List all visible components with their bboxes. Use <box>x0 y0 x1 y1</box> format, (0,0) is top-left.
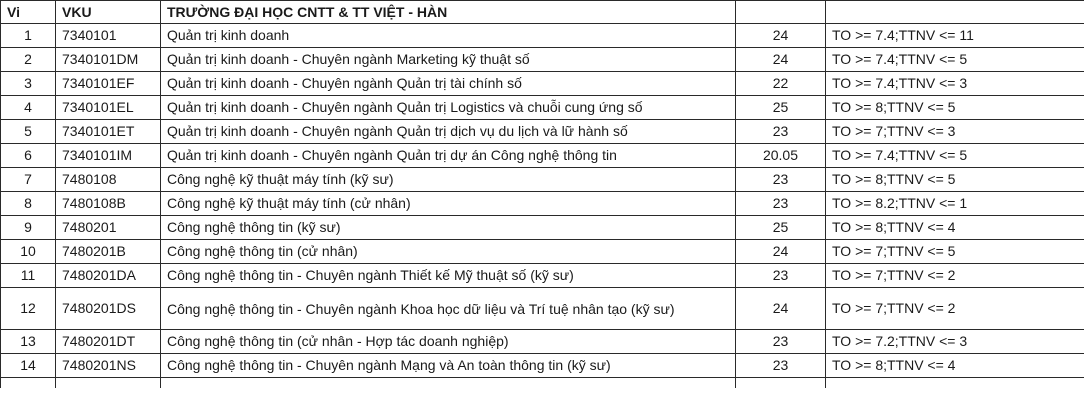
row-code: 7340101ET <box>56 120 161 144</box>
header-score <box>736 1 826 24</box>
row-score: 23 <box>736 168 826 192</box>
row-stt: 14 <box>1 354 56 378</box>
row-code: 7480108 <box>56 168 161 192</box>
row-score: 23 <box>736 264 826 288</box>
row-criteria: TO >= 7.2;TTNV <= 3 <box>826 330 1084 354</box>
row-stt: 12 <box>1 288 56 330</box>
row-major: Quản trị kinh doanh - Chuyên ngành Marketing kỹ thuật số <box>161 48 736 72</box>
row-code: 7480201 <box>56 216 161 240</box>
table-row <box>1 330 1084 354</box>
row-criteria: TO >= 8.2;TTNV <= 1 <box>826 192 1084 216</box>
row-score: 23 <box>736 120 826 144</box>
table-row <box>1 288 1084 330</box>
table-row <box>1 72 1084 96</box>
table-header-row <box>1 1 1084 24</box>
row-major: Quản trị kinh doanh - Chuyên ngành Quản trị Logistics và chuỗi cung ứng số <box>161 96 736 120</box>
row-major: Công nghệ thông tin (kỹ sư) <box>161 216 736 240</box>
row-stt: 6 <box>1 144 56 168</box>
row-criteria: TO >= 8;TTNV <= 4 <box>826 354 1084 378</box>
row-criteria: TO >= 7.4;TTNV <= 11 <box>826 24 1084 48</box>
header-school-name: TRƯỜNG ĐẠI HỌC CNTT & TT VIỆT - HÀN <box>161 1 736 24</box>
row-stt: 1 <box>1 24 56 48</box>
row-criteria <box>826 378 1084 389</box>
row-major: Công nghệ thông tin - Chuyên ngành Thiết kế Mỹ thuật số (kỹ sư) <box>161 264 736 288</box>
row-major: Công nghệ thông tin - Chuyên ngành Khoa học dữ liệu và Trí tuệ nhân tạo (kỹ sư) <box>161 288 736 330</box>
table-row <box>1 240 1084 264</box>
header-stt: Vi <box>1 1 56 24</box>
header-code: VKU <box>56 1 161 24</box>
row-criteria: TO >= 8;TTNV <= 4 <box>826 216 1084 240</box>
table-row <box>1 120 1084 144</box>
table-row <box>1 192 1084 216</box>
row-stt: 8 <box>1 192 56 216</box>
table-row <box>1 216 1084 240</box>
row-stt: 7 <box>1 168 56 192</box>
row-major <box>161 378 736 389</box>
table-row <box>1 144 1084 168</box>
row-score: 24 <box>736 288 826 330</box>
row-code: 7480201DT <box>56 330 161 354</box>
row-score: 25 <box>736 216 826 240</box>
row-criteria: TO >= 7;TTNV <= 2 <box>826 264 1084 288</box>
row-score: 24 <box>736 48 826 72</box>
row-criteria: TO >= 7.4;TTNV <= 5 <box>826 48 1084 72</box>
table-row <box>1 264 1084 288</box>
row-criteria: TO >= 8;TTNV <= 5 <box>826 168 1084 192</box>
table-row <box>1 24 1084 48</box>
row-code <box>56 378 161 389</box>
table-row <box>1 48 1084 72</box>
row-major: Quản trị kinh doanh - Chuyên ngành Quản trị tài chính số <box>161 72 736 96</box>
row-score <box>736 378 826 389</box>
row-major: Công nghệ kỹ thuật máy tính (cử nhân) <box>161 192 736 216</box>
table-body <box>1 24 1084 389</box>
row-score: 24 <box>736 24 826 48</box>
row-criteria: TO >= 7.4;TTNV <= 5 <box>826 144 1084 168</box>
row-major: Công nghệ thông tin - Chuyên ngành Mạng và An toàn thông tin (kỹ sư) <box>161 354 736 378</box>
row-code: 7340101IM <box>56 144 161 168</box>
row-code: 7340101 <box>56 24 161 48</box>
row-stt: 5 <box>1 120 56 144</box>
row-score: 25 <box>736 96 826 120</box>
table-row <box>1 96 1084 120</box>
row-stt: 10 <box>1 240 56 264</box>
row-score: 24 <box>736 240 826 264</box>
row-score: 23 <box>736 330 826 354</box>
table-row <box>1 168 1084 192</box>
row-code: 7480108B <box>56 192 161 216</box>
row-stt <box>1 378 56 389</box>
row-score: 23 <box>736 354 826 378</box>
row-major: Công nghệ thông tin (cử nhân) <box>161 240 736 264</box>
row-code: 7340101EF <box>56 72 161 96</box>
row-major: Quản trị kinh doanh - Chuyên ngành Quản trị dự án Công nghệ thông tin <box>161 144 736 168</box>
row-stt: 3 <box>1 72 56 96</box>
table-row-partial <box>1 378 1084 389</box>
row-score: 22 <box>736 72 826 96</box>
row-criteria: TO >= 7;TTNV <= 3 <box>826 120 1084 144</box>
row-code: 7480201B <box>56 240 161 264</box>
row-score: 23 <box>736 192 826 216</box>
row-stt: 13 <box>1 330 56 354</box>
table-row <box>1 354 1084 378</box>
row-major: Quản trị kinh doanh <box>161 24 736 48</box>
row-major: Quản trị kinh doanh - Chuyên ngành Quản trị dịch vụ du lịch và lữ hành số <box>161 120 736 144</box>
row-stt: 9 <box>1 216 56 240</box>
row-code: 7340101EL <box>56 96 161 120</box>
row-stt: 11 <box>1 264 56 288</box>
row-criteria: TO >= 7;TTNV <= 5 <box>826 240 1084 264</box>
header-criteria <box>826 1 1084 24</box>
row-criteria: TO >= 7;TTNV <= 2 <box>826 288 1084 330</box>
row-major: Công nghệ thông tin (cử nhân - Hợp tác doanh nghiệp) <box>161 330 736 354</box>
row-score: 20.05 <box>736 144 826 168</box>
row-code: 7340101DM <box>56 48 161 72</box>
row-code: 7480201DA <box>56 264 161 288</box>
row-criteria: TO >= 7.4;TTNV <= 3 <box>826 72 1084 96</box>
row-stt: 4 <box>1 96 56 120</box>
row-code: 7480201NS <box>56 354 161 378</box>
row-code: 7480201DS <box>56 288 161 330</box>
row-major: Công nghệ kỹ thuật máy tính (kỹ sư) <box>161 168 736 192</box>
row-stt: 2 <box>1 48 56 72</box>
row-criteria: TO >= 8;TTNV <= 5 <box>826 96 1084 120</box>
